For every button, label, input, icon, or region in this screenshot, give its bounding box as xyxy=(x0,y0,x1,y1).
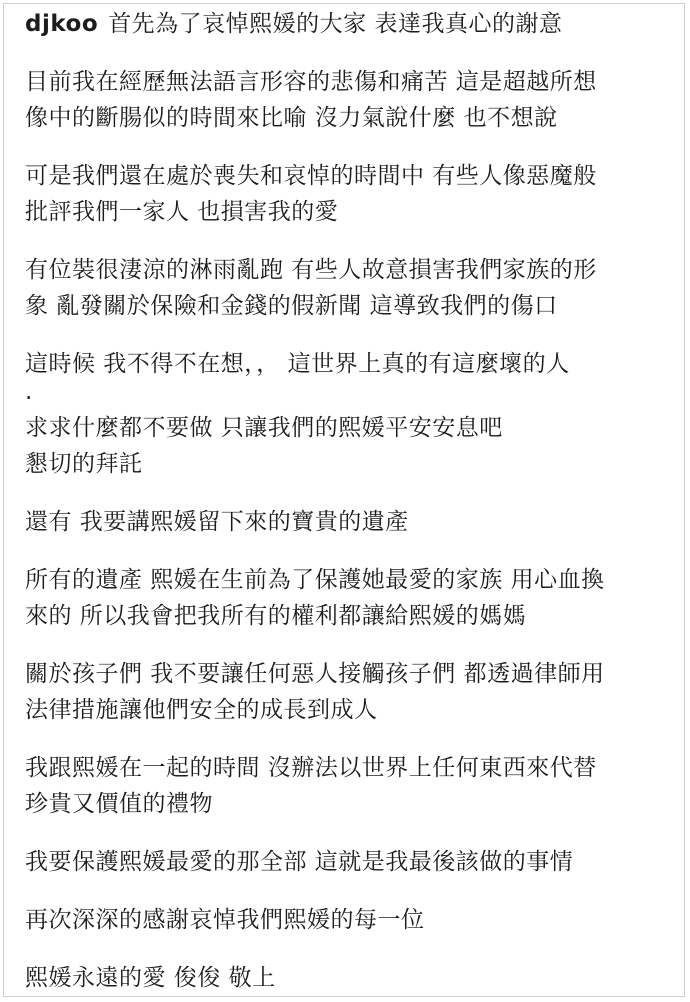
text-line: . xyxy=(25,379,33,405)
text-line: 象 亂發關於保險和金錢的假新聞 這導致我們的傷口 xyxy=(25,293,558,319)
paragraph-1 xyxy=(25,64,675,136)
opening-text: 首先為了哀悼熙媛的大家 表達我真心的謝意 xyxy=(108,11,563,37)
text-line: 我跟熙媛在一起的時間 沒辦法以世界上任何東西來代替 xyxy=(25,755,597,781)
text-line: 可是我們還在處於喪失和哀悼的時間中 有些人像惡魔般 xyxy=(25,163,597,189)
text-line: 所有的遺產 熙媛在生前為了保護她最愛的家族 用心血換 xyxy=(25,567,605,593)
paragraph-11 xyxy=(25,902,675,938)
text-line: 再次深深的感謝哀悼我們熙媛的每一位 xyxy=(25,907,425,933)
text-line: 來的 所以我會把我所有的權利都讓給熙媛的媽媽 xyxy=(25,603,527,629)
signature-line xyxy=(25,960,675,996)
paragraph-7 xyxy=(25,562,675,634)
paragraph-3 xyxy=(25,252,675,324)
text-line: 懇切的拜託 xyxy=(25,451,143,477)
paragraph-4 xyxy=(25,346,675,382)
text-line: 批評我們一家人 也損害我的愛 xyxy=(25,199,339,225)
paragraph-10 xyxy=(25,844,675,880)
author-name[interactable]: djkoo xyxy=(25,11,99,37)
text-line: 熙媛永遠的愛 俊俊 敬上 xyxy=(25,965,276,991)
text-line: 目前我在經歷無法語言形容的悲傷和痛苦 這是超越所想 xyxy=(25,69,597,95)
text-line: 有位裝很淒涼的淋雨亂跑 有些人故意損害我們家族的形 xyxy=(25,257,597,283)
post-body xyxy=(25,6,675,996)
text-line: 法律措施讓他們安全的成長到成人 xyxy=(25,697,378,723)
text-line: 還有 我要講熙媛留下來的寶貴的遺產 xyxy=(25,509,409,535)
paragraph-6 xyxy=(25,504,675,540)
paragraph-8 xyxy=(25,656,675,728)
paragraph-5 xyxy=(25,379,675,482)
text-line: 關於孩子們 我不要讓任何惡人接觸孩子們 都透過律師用 xyxy=(25,661,605,687)
text-line: 我要保護熙媛最愛的那全部 這就是我最後該做的事情 xyxy=(25,849,574,875)
text-line: 求求什麼都不要做 只讓我們的熙媛平安安息吧 xyxy=(25,415,503,441)
paragraph-9 xyxy=(25,750,675,822)
post-header xyxy=(25,6,675,42)
text-line: 像中的斷腸似的時間來比喻 沒力氣說什麼 也不想說 xyxy=(25,105,558,131)
paragraph-2 xyxy=(25,158,675,230)
text-line: 這時候 我不得不在想，， 這世界上真的有這麼壞的人 xyxy=(25,351,570,377)
text-line: 珍貴又價值的禮物 xyxy=(25,791,213,817)
